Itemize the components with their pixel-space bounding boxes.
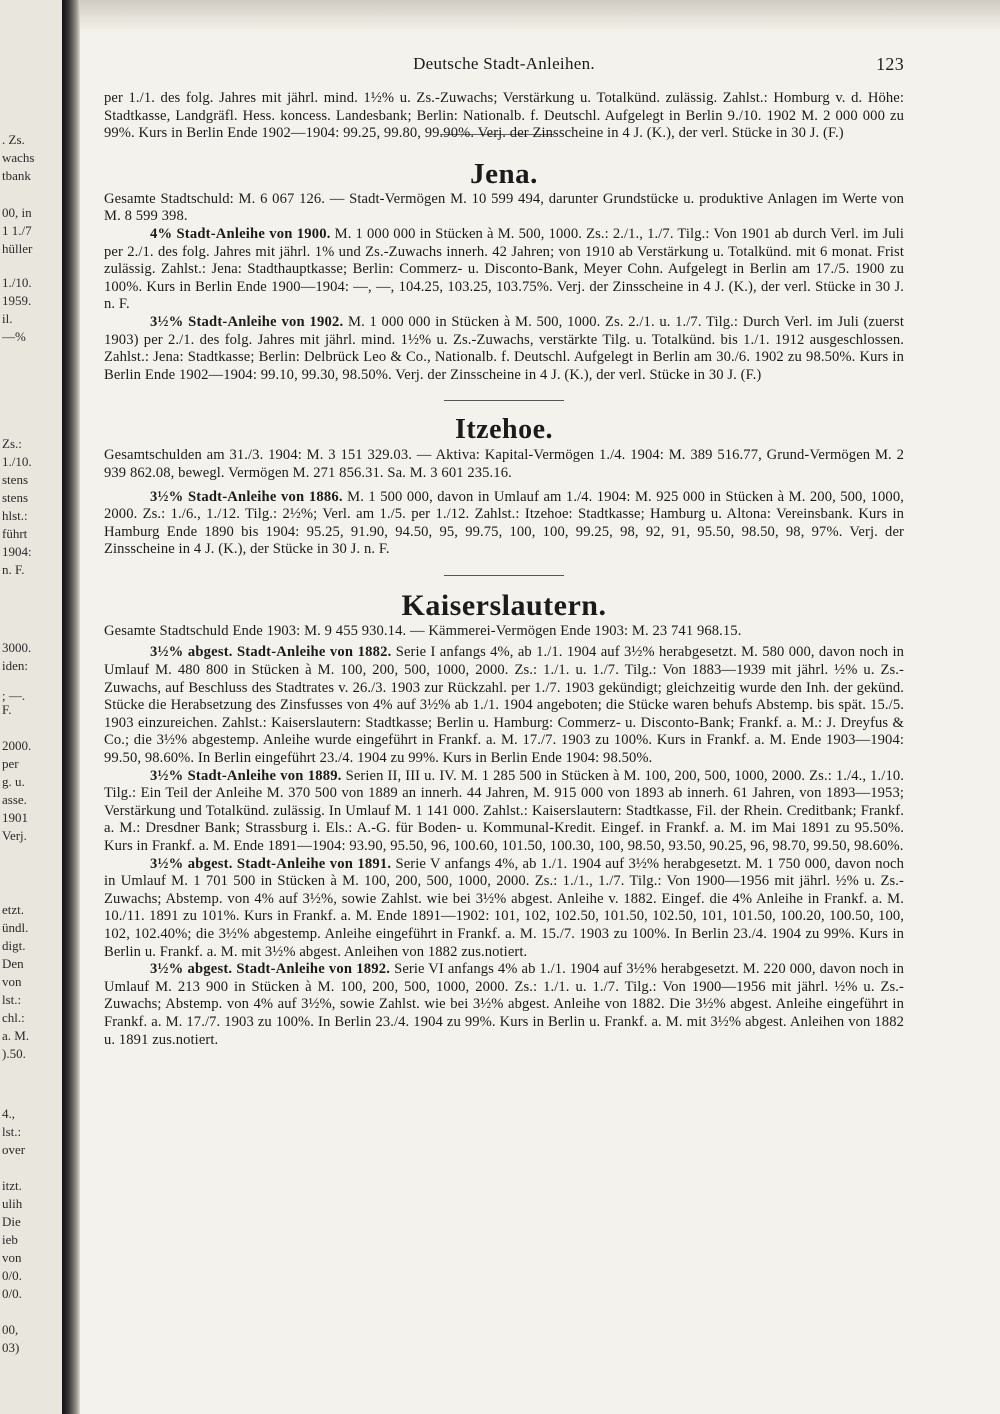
loan-text: Serie V anfangs 4%, ab 1./1. 1904 auf 3½% herabgesetzt. M. 1 750 000, davon noch in Umlauf M. 1 701 500 in Stücken à M. 100, 200, 500, 1000, 2000. Zs.: 1./1., 1./7. Tilg.: Von 1900—1956 mit jährl. ½% u. Zs.-Zuwachs; Abstemp. von 4% auf 3½%, sowie Zahlst. wie bei 3½% abgest. Anleihe v. 1882. Eingef. die 4% Anleihe in Frankf. a. M. 10./11. 1891 zu 101%. Kurs in Frankf. a. M. Ende 1891—1902: 101, 102, 102.50, 101.50, 102.50, 101, 101.50, 100.20, 100.50, 100, 102, 102.40%; die 3½% abgestemp. Anleihe eingeführt in Frankf. a. M. 15./7. 1903 zu 100%. In Berlin 23./4. 1904 zu 99%. Kurs in Berlin u. Frankf. a. M. mit 3½% abgest. Anleihen von 1882 zus.notiert. [104, 855, 904, 960]
margin-fragment: —% [2, 329, 26, 344]
margin-fragment: hlst.: [2, 508, 28, 523]
margin-fragment: 1./10. [2, 275, 32, 290]
margin-fragment: 00, [2, 1322, 19, 1337]
jena-debt-paragraph: Gesamte Stadtschuld: M. 6 067 126. — Stadt-Vermögen M. 10 599 494, darunter Grundstücke u. produktive Anlagen im Werte von M. 8 599 398. [104, 190, 904, 225]
loan-title: 3½% Stadt-Anleihe von 1886. [150, 488, 343, 505]
loan-text: Serie I anfangs 4%, ab 1./1. 1904 auf 3½% herabgesetzt. M. 580 000, davon noch in Umlauf M. 480 800 in Stücken à M. 100, 200, 500, 1000, 2000. Zs.: 1./1. u. 1./7. Tilg.: Von 1883—1939 mit jährl. ½% u. Zs.-Zuwachs, auf Beschluss des Stadtrates v. 26./3. 1903 zur Rückzahl. per 1./7. 1903 gekündigt; gleichzeitig wurde den Inh. der gekünd. Stücke die Herabsetzung des Zinsfusses von 4% auf 3½% ab 1./1. 1904 angeboten; die Stücke waren behufs Abstemp. bis spät. 15./5. 1903 einzureichen. Zahlst.: Kaiserslautern: Stadtkasse; Berlin u. Hamburg: Commerz- u. Disconto-Bank; Frankf. a. M.: J. Dreyfus & Co.; die 3½% abgestemp. Anleihe wurde eingeführt in Frankf. a. M. 17./7. 1903 zu 100%. Kurs in Frankf. a. M. Ende 1903—1904: 99.50, 98.60%. In Berlin eingeführt 23./4. 1904 zu 99%. Kurs in Berlin Ende 1904: 98.50%. [104, 644, 904, 767]
kaiserslautern-loan-1889 [104, 768, 904, 856]
jena-loan-1902 [104, 314, 904, 384]
margin-fragment: stens [2, 472, 28, 487]
margin-fragment: digt. [2, 938, 26, 953]
itzehoe-debt-paragraph: Gesamtschulden am 31./3. 1904: M. 3 151 329.03. — Aktiva: Kapital-Vermögen 1./4. 1904: M. 389 516.77, Grund-Vermögen M. 2 939 862.08, bewegl. Vermögen M. 271 856.31. Sa. M. 3 601 235.16. [104, 447, 904, 481]
margin-fragment: stens [2, 490, 28, 505]
margin-fragment: itzt. [2, 1178, 22, 1193]
loan-text: M. 1 000 000 in Stücken à M. 500, 1000. Zs.: 2./1., 1./7. Tilg.: Von 1901 ab durch Verl. im Juli per 2./1. des folg. Jahres mit jährl. 1% und Zs.-Zuwachs innerh. 42 Jahren; von 1910 ab Verstärkung u. Totalkünd. mit 6 monat. Frist zulässig. Zahlst.: Jena: Stadthauptkasse; Berlin: Commerz- u. Disconto-Bank, Meyer Cohn. Aufgelegt in Berlin am 17./5. 1900 zu 100%. Kurs in Berlin Ende 1900—1904: —, —, 104.25, 103.25, 103.75%. Verj. der Zinsscheine in 4 J. (K.), der verl. Stücke in 30 J. n. F. [104, 225, 904, 313]
margin-fragment: 1959. [2, 293, 32, 308]
margin-fragment: von [2, 974, 22, 989]
margin-fragment: . Zs. [2, 132, 25, 147]
margin-fragment: 1901 [2, 810, 28, 825]
margin-fragment: Den [2, 956, 24, 971]
margin-fragment: ieb [2, 1232, 18, 1247]
margin-fragment: over [2, 1142, 26, 1157]
margin-fragment: hüller [2, 241, 33, 256]
margin-fragment: Verj. [2, 828, 27, 843]
margin-fragment: 3000. [2, 640, 32, 655]
previous-page-edge [0, 0, 62, 1414]
margin-fragment: asse. [2, 792, 27, 807]
margin-fragment: von [2, 1250, 22, 1265]
loan-title: 3½% abgest. Stadt-Anleihe von 1892. [150, 961, 391, 978]
margin-fragment: ündl. [2, 920, 29, 935]
margin-fragment: ; —. [2, 688, 26, 703]
margin-fragment: 1904: [2, 544, 32, 559]
loan-title: 3½% abgest. Stadt-Anleihe von 1882. [150, 644, 392, 661]
page-number: 123 [876, 54, 904, 74]
divider-rule [444, 400, 564, 401]
page-content [104, 52, 904, 1049]
margin-fragment: wachs [2, 150, 35, 165]
loan-title: 3½% abgest. Stadt-Anleihe von 1891. [150, 855, 392, 872]
margin-fragment: lst.: [2, 1124, 22, 1139]
margin-fragment: 0/0. [2, 1268, 22, 1283]
section-heading-jena: Jena. [470, 157, 538, 190]
margin-fragment: lst.: [2, 992, 22, 1007]
itzehoe-loan-1886 [104, 489, 904, 559]
jena-loan-1900 [104, 226, 904, 314]
margin-fragment: iden: [2, 658, 28, 673]
margin-fragment: 0/0. [2, 1286, 22, 1301]
margin-fragment: tbank [2, 168, 31, 183]
loan-text: Serie VI anfangs 4% ab 1./1. 1904 auf 3½% herabgesetzt. M. 220 000, davon noch in Umlauf M. 213 900 in Stücken à M. 100, 200, 500, 1000, 2000. Zs.: 1./1. u. 1./7. Tilg.: Von 1900—1956 mit jährl. ½% u. Zs.-Zuwachs; Abstemp. von 4% auf 3½%, sowie Zahlst. wie bei 3½% abgest. Anleihe von 1882. Die 3½% abgest. Anleihe eingeführt in Frankf. a. M. 17./7. 1903 zu 100%. In Berlin 23./4. 1904 zu 99%. Kurs in Berlin u. Frankf. a. M. mit 3½% abgest. Anleihen von 1882 u. 1891 zus.notiert. [104, 961, 904, 1048]
loan-title: 3½% Stadt-Anleihe von 1889. [150, 767, 342, 784]
margin-fragment: g. u. [2, 774, 25, 789]
kaiserslautern-debt-paragraph: Gesamte Stadtschuld Ende 1903: M. 9 455 930.14. — Kämmerei-Vermögen Ende 1903: M. 23 741 968.15. [104, 622, 742, 639]
section-heading-itzehoe: Itzehoe. [454, 414, 554, 446]
margin-fragment: chl.: [2, 1010, 25, 1025]
kaiserslautern-loan-1891 [104, 856, 904, 962]
margin-fragment: il. [2, 311, 13, 326]
intro-paragraph: per 1./1. des folg. Jahres mit jährl. mind. 1½% u. Zs.-Zuwachs; Verstärkung u. Totalkünd. zulässig. Zahlst.: Homburg v. d. Höhe: Stadtkasse, Landgräfl. Hess. koncess. Landesbank; Berlin: Nationalb. f. Deutschl. Aufgelegt in Berlin 9./10. 1902 M. 2 000 000 zu 99%. Kurs in Berlin Ende 1902—1904: 99.25, 99.80, 99.90%. Verj. der Zinsscheine in 4 J. (K.), der verl. Stücke in 30 J. (F.) [104, 90, 904, 142]
loan-text: M. 1 000 000 in Stücken à M. 500, 1000. Zs. 2./1. u. 1./7. Tilg.: Durch Verl. im Juli (zuerst 1903) per 2./1. des folg. Jahres mit jährl. mind. 1½% u. Zs.-Zuwachs, verstärkte Tilg. u. Totalkünd. bis 1./1. 1912 ausgeschlossen. Zahlst.: Jena: Stadtkasse; Berlin: Delbrück Leo & Co., Nationalb. f. Deutschl. Aufgelegt in Berlin am 30./6. 1902 zu 98.50%. Kurs in Berlin Ende 1902—1904: 99.10, 99.30, 98.50%. Verj. der Zinsscheine in 4 J. (K.), der verl. Stücke in 30 J. (F.) [104, 313, 904, 383]
kaiserslautern-loan-1892 [104, 961, 904, 1049]
loan-title: 3½% Stadt-Anleihe von 1902. [150, 313, 344, 330]
margin-fragment: n. F. [2, 562, 25, 577]
loan-text: M. 1 500 000, davon in Umlauf am 1./4. 1904: M. 925 000 in Stücken à M. 200, 500, 1000, 2000. Zs.: 1./6., 1./12. Tilg.: 2½%; Verl. am 1./5. per 1./12. Zahlst.: Itzehoe: Stadtkasse; Hamburg u. Altona: Vereinsbank. Kurs in Hamburg Ende 1890 bis 1904: 95.25, 91.90, 94.50, 95, 99.75, 100, 100, 99.25, 98, 92, 91, 95.50, 98.50, 98, 97%. Verj. der Zinsscheine in 4 J. (K.), der Stücke in 30 J. n. F. [104, 488, 904, 558]
loan-text: Serien II, III u. IV. M. 1 285 500 in Stücken à M. 100, 200, 500, 1000, 2000. Zs.: 1./4., 1./10. Tilg.: Ein Teil der Anleihe M. 370 500 von 1889 an innerh. 44 Jahren, M. 915 000 von 1893 ab innerh. 61 Jahren, von 1893—1953; Verstärkung und Totalkünd. zulässig. In Umlauf M. 1 141 000. Zahlst.: Kaiserslautern: Stadtkasse, Fil. der Rhein. Creditbank; Frankf. a. M.: Dresdner Bank; Strassburg i. Els.: A.-G. für Boden- u. Kommunal-Kredit. Eingef. in Frankf. a. M. im Mai 1891 zu 95.50%. Kurs in Frankf. a. M. Ende 1891—1904: 93.90, 95.50, 96, 100.60, 101.50, 100.30, 100, 98.50, 93.50, 90.25, 96, 98.70, 99.50, 98.60%. [104, 767, 904, 854]
margin-fragment: Die [2, 1214, 21, 1229]
margin-fragment: Zs.: [2, 436, 22, 451]
margin-fragment: ).50. [2, 1046, 26, 1061]
running-head [104, 52, 904, 76]
running-head-title: Deutsche Stadt-Anleihen. [413, 54, 595, 73]
margin-fragment: 1 1./7 [2, 223, 32, 238]
loan-title: 4% Stadt-Anleihe von 1900. [150, 225, 331, 242]
page-top-shadow [80, 0, 1000, 34]
book-gutter [62, 0, 80, 1414]
margin-fragment: etzt. [2, 902, 25, 917]
margin-fragment: führt [2, 526, 28, 541]
margin-fragment: a. M. [2, 1028, 30, 1043]
margin-fragment: F. [2, 702, 12, 717]
section-heading-kaiserslautern: Kaiserslautern. [401, 588, 607, 622]
margin-fragment: ulih [2, 1196, 23, 1211]
margin-fragment: 00, in [2, 205, 32, 220]
margin-fragment: 1./10. [2, 454, 32, 469]
margin-fragment: 4., [2, 1106, 15, 1121]
margin-fragment: per [2, 756, 19, 771]
kaiserslautern-loan-1882 [104, 644, 904, 767]
margin-fragment: 2000. [2, 738, 32, 753]
margin-fragment: 03) [2, 1340, 20, 1355]
divider-rule [444, 575, 564, 576]
